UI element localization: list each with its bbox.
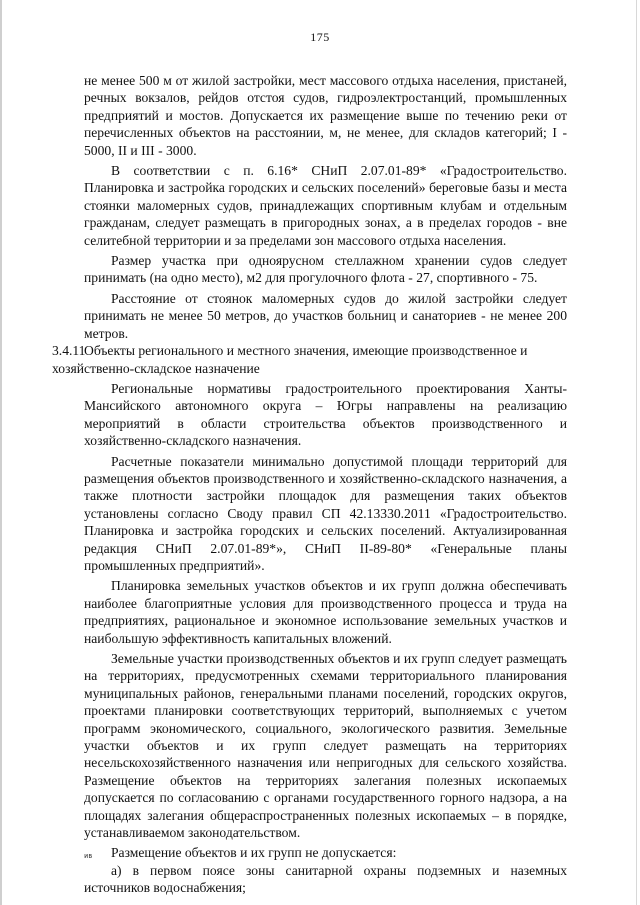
document-body <box>52 72 567 897</box>
page-edge-left <box>0 0 2 905</box>
paragraph: Земельные участки производственных объектов и их групп следует размещать на территориях, предусмотренных схемами территориального планирования муниципальных районов, генеральными планами поселений, городских округов, проектами планировки соответствующих территорий, выполняемых с учетом программ экономического, социального, экологического развития. Земельные участки объектов и их групп следует размещать на территориях несельскохозяйственного назначения или непригодных для сельского хозяйства. Размещение объектов на территориях залегания полезных ископаемых допускается по согласованию с органами государственного горного надзора, а на площадях залегания общераспространенных полезных ископаемых – в порядке, устанавливаемом законодательством. <box>84 651 567 841</box>
section-number: 3.4.11 <box>52 343 86 359</box>
paragraph: Планировка земельных участков объектов и их групп должна обеспечивать наиболее благоприятные условия для производственного процесса и труда на предприятиях, рациональное и экономное использование земельных участков и наибольшую эффективность капитальных вложений. <box>84 578 567 646</box>
paragraph: Размещение объектов и их групп не допускается: <box>111 845 397 861</box>
paragraph: В соответствии с п. 6.16* СНиП 2.07.01-89* «Градостроительство. Планировка и застройка городских и сельских поселений» береговые базы и места стоянки маломерных судов, принадлежащих спортивным клубам и отдельным гражданам, следует размещать в пригородных зонах, а в пределах городов - вне селитебной территории и за пределами зон массового отдыха населения. <box>84 163 567 248</box>
paragraph: не менее 500 м от жилой застройки, мест массового отдыха населения, пристаней, речных вокзалов, рейдов отстоя судов, гидроэлектростанций, промышленных предприятий и мостов. Допускается их размещение выше по течению реки от перечисленных объектов на расстоянии, м, не менее, для складов категорий; I - 5000, II и III - 3000. <box>84 73 567 158</box>
page-edge-right <box>636 0 637 905</box>
section-heading <box>52 342 567 377</box>
list-item: а) в первом поясе зоны санитарной охраны подземных и наземных источников водоснабжения; <box>84 862 567 896</box>
footer-mark: ив <box>84 852 93 860</box>
section-title: Объекты регионального и местного значения, имеющие производственное и хозяйственно-складское назначение <box>52 343 528 376</box>
paragraph: Региональные нормативы градостроительного проектирования Ханты-Мансийского автономного округа – Югры направлены на реализацию мероприятий в области строительства объектов производственного и хозяйственно-складского назначения. <box>84 380 567 449</box>
paragraph: Размер участка при одноярусном стеллажном хранении судов следует принимать (на одно место), м2 для прогулочного флота - 27, спортивного - 75. <box>84 253 567 286</box>
paragraph: Расчетные показатели минимально допустимой площади территорий для размещения объектов производственного и хозяйственно-складского назначения, а также плотности застройки площадок для размещения таких объектов установлены согласно Своду правил СП 42.13330.2011 «Градостроительство. Планировка и застройка городских и сельских поселений. Актуализированная редакция СНиП 2.07.01-89*», СНиП II-89-80* «Генеральные планы промышленных предприятий». <box>84 453 567 573</box>
page-number: 175 <box>310 30 330 44</box>
paragraph: Расстояние от стоянок маломерных судов до жилой застройки следует принимать не менее 50 метров, до участков больниц и санаториев - не менее 200 метров. <box>84 290 567 341</box>
